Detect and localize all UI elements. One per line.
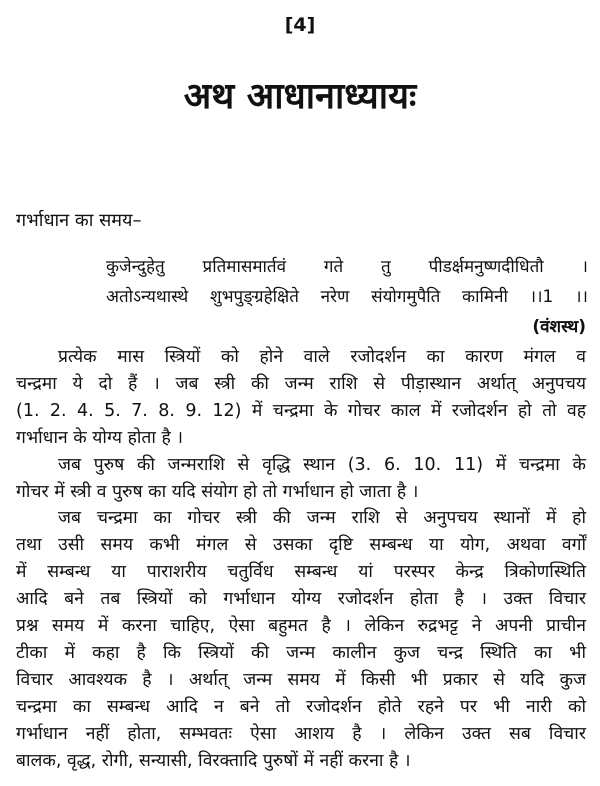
text-line: आदि बने तब स्त्रियों को गर्भाधान योग्य रजोदर्शन होता है । उक्त विचार <box>16 589 586 610</box>
text-line: जब पुरुष की जन्मराशि से वृद्धि स्थान (3. 6. 10. 11) में चन्द्रमा के <box>58 454 586 475</box>
text-line: प्रत्येक मास स्त्रियों को होने वाले रजोदर्शन का कारण मंगल व <box>58 347 586 367</box>
page-number: [4] <box>284 14 316 36</box>
chapter-title: अथ आधानाध्यायः <box>183 76 417 117</box>
text-line: टीका में कहा है कि स्त्रियों की जन्म कालीन कुज चन्द्र स्थिति का भी <box>16 642 586 663</box>
section-heading: गर्भाधान का समय– <box>16 210 142 231</box>
text-line: गोचर में स्त्री व पुरुष का यदि संयोग हो तो गर्भाधान हो जाता है । <box>16 481 419 502</box>
text-line: जब चन्द्रमा का गोचर स्त्री की जन्म राशि से अनुपचय स्थानों में हो <box>58 508 586 529</box>
text-line: गर्भाधान नहीं होता, सम्भवतः ऐसा आशय है । लेकिन उक्त सब विचार <box>16 723 586 744</box>
verse-line: अतोऽन्यथास्थे शुभपुङ्ग्रहेक्षिते नरेण संयोगमुपैति कामिनी ।।1 ।। <box>106 287 588 307</box>
text-line: में सम्बन्ध या पाराशरीय चतुर्विध सम्बन्ध यां परस्पर केन्द्र त्रिकोणस्थिति <box>16 562 586 583</box>
text-line: चन्द्रमा ये दो हैं । जब स्त्री की जन्म राशि से पीड़ास्थान अर्थात् अनुपचय <box>16 373 586 394</box>
text-line: (1. 2. 4. 5. 7. 8. 9. 12) में चन्द्रमा के गोचर काल में रजोदर्शन हो तो वह <box>16 400 586 421</box>
text-line: चन्द्रमा का सम्बन्ध आदि न बने तो रजोदर्शन होते रहने पर भी नारी को <box>16 696 586 717</box>
text-line: बालक, वृद्ध, रोगी, सन्यासी, विरक्तादि पुरुषों में नहीं करना है । <box>16 750 411 771</box>
meter-label: (वंशस्थ) <box>532 317 586 337</box>
text-line: विचार आवश्यक है । अर्थात् जन्म समय में किसी भी प्रकार से यदि कुज <box>16 669 586 690</box>
text-line: तथा उसी समय कभी मंगल से उसका दृष्टि सम्बन्ध या योग, अथवा वर्गों <box>16 535 586 556</box>
text-line: प्रश्न समय में करना चाहिए, ऐसा बहुमत है । लेकिन रुद्रभट्ट ने अपनी प्राचीन <box>16 616 586 636</box>
verse-line: कुजेन्दुहेतु प्रतिमासमार्तवं गते तु पीडर्क्षमनुष्णदीधितौ । <box>106 257 588 277</box>
text-line: गर्भाधान के योग्य होता है । <box>16 427 183 448</box>
